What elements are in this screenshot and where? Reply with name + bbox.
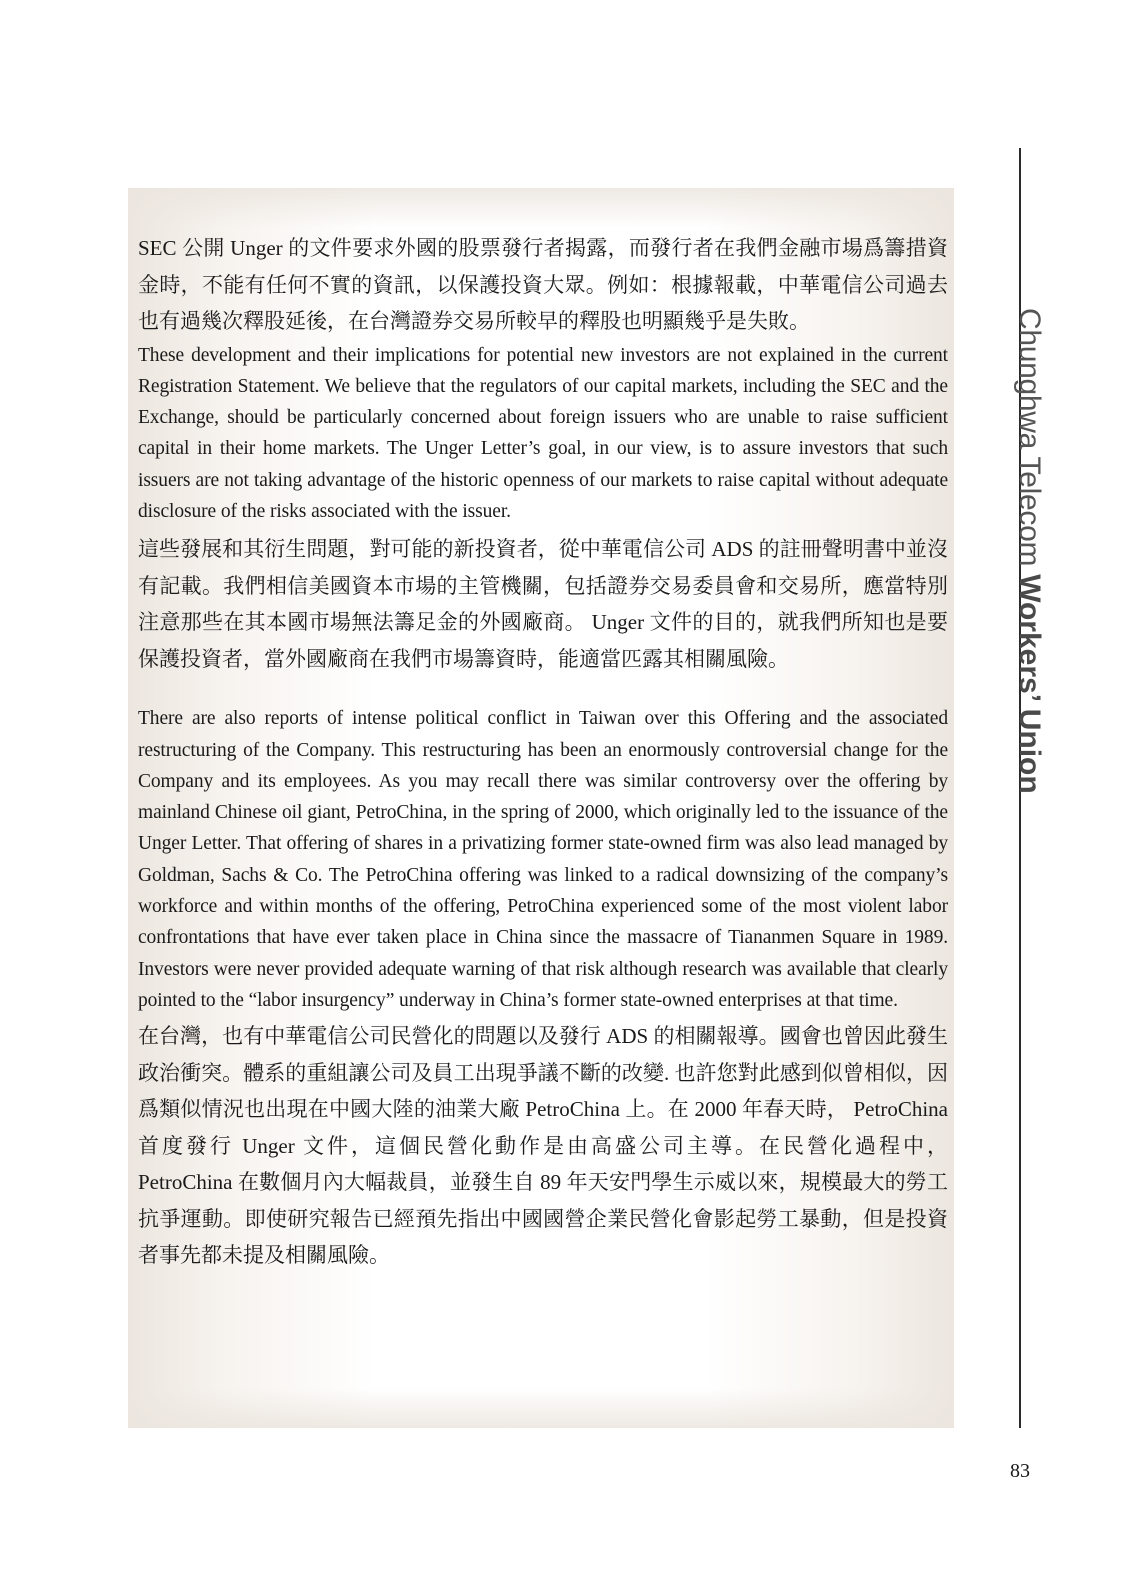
page-number: 83	[1010, 1460, 1030, 1482]
paragraph-1-chinese-lead: SEC 公開 Unger 的文件要求外國的股票發行者揭露，而發行者在我們金融市場爲籌措資金時，不能有任何不實的資訊，以保護投資大眾。例如：根據報載，中華電信公司過去也有過幾次釋股延後，在台灣證券交易所較早的釋股也明顯幾乎是失敗。	[138, 236, 948, 333]
side-title-company: Chunghwa Telecom	[1013, 308, 1046, 575]
paragraph-gap	[138, 677, 948, 703]
paragraph-2-english: There are also reports of intense political conflict in Taiwan over this Offering and the associated restructuring of the Company. This restructuring has been an enormously controversial change for the Company and its employees. As you may recall there was similar controversy over the offering by mainland Chinese oil giant, PetroChina, in the spring of 2000, which originally led to the issuance of the Unger Letter. That offering of shares in a privatizing former state-owned firm was also lead managed by Goldman, Sachs & Co. The PetroChina offering was linked to a radical downsizing of the company’s workforce and within months of the offering, PetroChina experienced some of the most violent labor confrontations that have ever taken place in China since the massacre of Tiananmen Square in 1989. Investors were never provided adequate warning of that risk although research was available that clearly pointed to the “labor insurgency” underway in China’s former state-owned enterprises at that time.	[138, 708, 948, 1011]
side-title-union: Workers’ Union	[1013, 574, 1046, 794]
running-side-title	[1014, 308, 1044, 794]
body-text	[138, 230, 948, 1274]
paragraph-1-chinese: 這些發展和其衍生問題，對可能的新投資者，從中華電信公司 ADS 的註冊聲明書中並沒有記載。我們相信美國資本市場的主管機關，包括證券交易委員會和交易所，應當特別注意那些在其本國市場無法籌足金的外國廠商。 Unger 文件的目的，就我們所知也是要保護投資者，當外國廠商在我們市場籌資時，能適當匹露其相關風險。	[138, 537, 948, 671]
paragraph-2-chinese: 在台灣，也有中華電信公司民營化的問題以及發行 ADS 的相關報導。國會也曾因此發生政治衝突。體系的重組讓公司及員工出現爭議不斷的改變. 也許您對此感到似曾相似，因爲類似情況也出現在中國大陸的油業大廠 PetroChina 上。在 2000 年春天時， PetroChina 首度發行 Unger 文件，這個民營化動作是由高盛公司主導。在民營化過程中， PetroChina 在數個月內大幅裁員，並發生自 89 年天安門學生示威以來，規模最大的勞工抗爭運動。即使研究報告已經預先指出中國國營企業民營化會影起勞工暴動，但是投資者事先都未提及相關風險。	[138, 1024, 948, 1268]
paragraph-1-english: These development and their implications for potential new investors are not explained in the current Registration Statement. We believe that the regulators of our capital markets, including the SEC and the Exchange, should be particularly concerned about foreign issuers who are unable to raise sufficient capital in their home markets. The Unger Letter’s goal, in our view, is to assure investors that such issuers are not taking advantage of the historic openness of our markets to raise capital without adequate disclosure of the risks associated with the issuer.	[138, 344, 948, 522]
